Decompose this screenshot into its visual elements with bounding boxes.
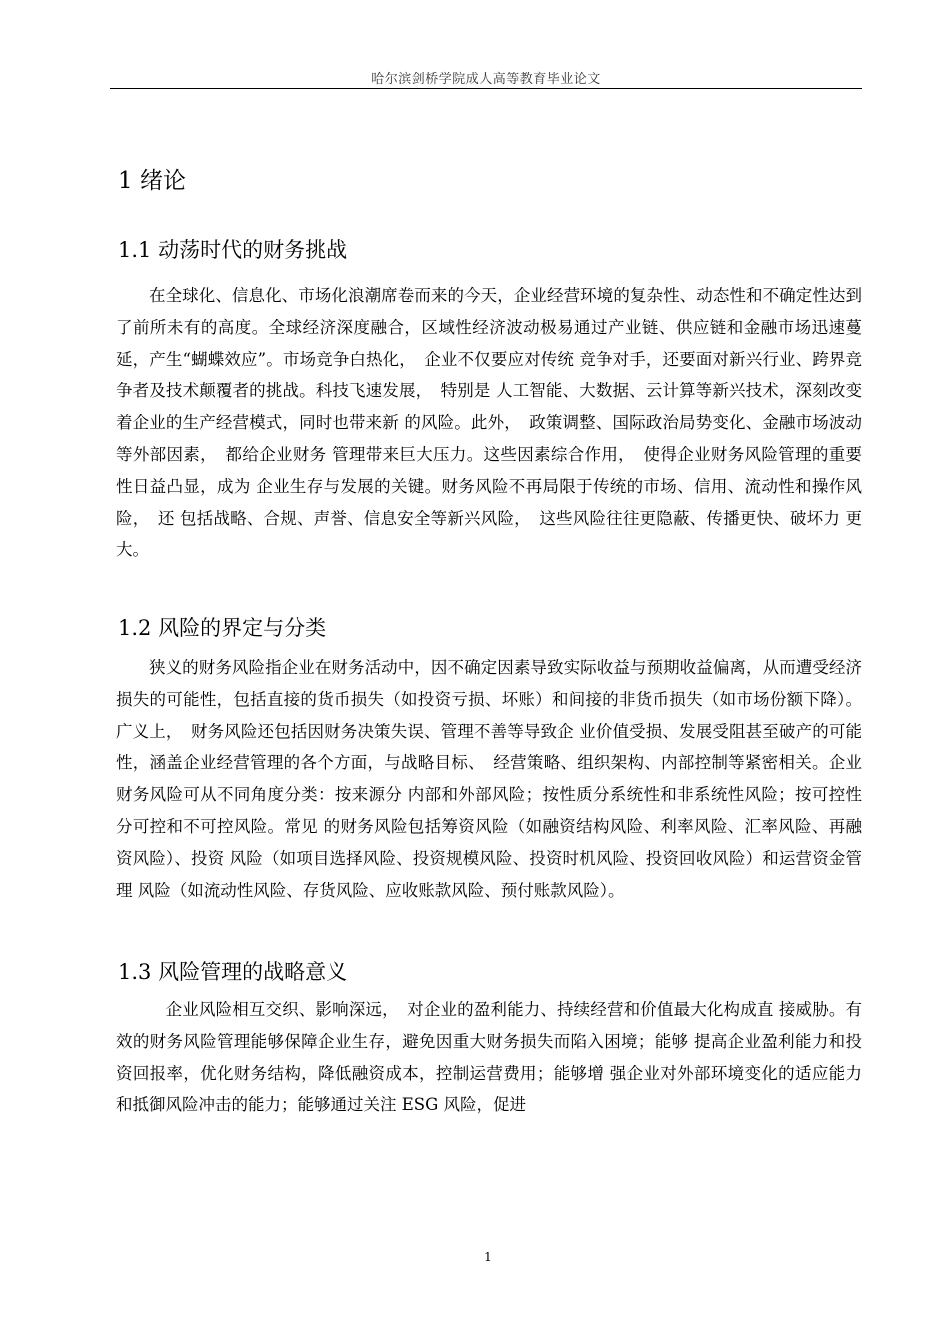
section-body-1-1: 在全球化、信息化、市场化浪潮席卷而来的今天，企业经营环境的复杂性、动态性和不确定性达到了前所未有的高度。全球经济深度融合，区域性经济波动极易通过产业链、供应链和金融市场迅速蔓延，产生“蝴蝶效应”。市场竞争白热化， 企业不仅要应对传统 竞争对手，还要面对新兴行业、跨界竞争者及技术颠覆者的挑战。科技飞速发展， 特别是 人工智能、大数据、云计算等新兴技术，深刻改变着企业的生产经营模式，同时也带来新 的风险。此外， 政策调整、国际政治局势变化、金融市场波动等外部因素， 都给企业财务 管理带来巨大压力。这些因素综合作用， 使得企业财务风险管理的重要性日益凸显，成为 企业生存与发展的关键。财务风险不再局限于传统的市场、信用、流动性和操作风险， 还 包括战略、合规、声誉、信息安全等新兴风险， 这些风险往往更隐蔽、传播更快、破坏力 更大。 [116,286,862,560]
section-title-1-1: 1.1 动荡时代的财务挑战 [118,238,348,262]
page-number: 1 [484,1250,492,1264]
section-title-1-2: 1.2 风险的界定与分类 [118,616,327,640]
section-title-1-3: 1.3 风险管理的战略意义 [118,960,348,984]
header-rule [110,88,862,89]
chapter-title: 1 绪论 [118,168,186,194]
running-header: 哈尔滨剑桥学院成人高等教育毕业论文 [371,72,601,87]
section-body-1-3: 企业风险相互交织、影响深远， 对企业的盈利能力、持续经营和价值最大化构成直 接威胁。有效的财务风险管理能够保障企业生存，避免因重大财务损失而陷入困境；能够 提高企业盈利能力和投资回报率，优化财务结构，降低融资成本，控制运营费用；能够增 强企业对外部环境变化的适应能力和抵御风险冲击的能力；能够通过关注 ESG 风险，促进 [116,1000,862,1115]
section-body-1-2: 狭义的财务风险指企业在财务活动中，因不确定因素导致实际收益与预期收益偏离，从而遭受经济损失的可能性，包括直接的货币损失（如投资亏损、坏账）和间接的非货币损失（如市场份额下降）。广义上， 财务风险还包括因财务决策失误、管理不善等导致企 业价值受损、发展受阻甚至破产的可能性，涵盖企业经营管理的各个方面，与战略目标、 经营策略、组织架构、内部控制等紧密相关。企业财务风险可从不同角度分类：按来源分 内部和外部风险；按性质分系统性和非系统性风险；按可控性分可控和不可控风险。常见 的财务风险包括筹资风险（如融资结构风险、利率风险、汇率风险、再融资风险）、投资 风险（如项目选择风险、投资规模风险、投资时机风险、投资回收风险）和运营资金管理 风险（如流动性风险、存货风险、应收账款风险、预付账款风险）。 [116,658,862,900]
